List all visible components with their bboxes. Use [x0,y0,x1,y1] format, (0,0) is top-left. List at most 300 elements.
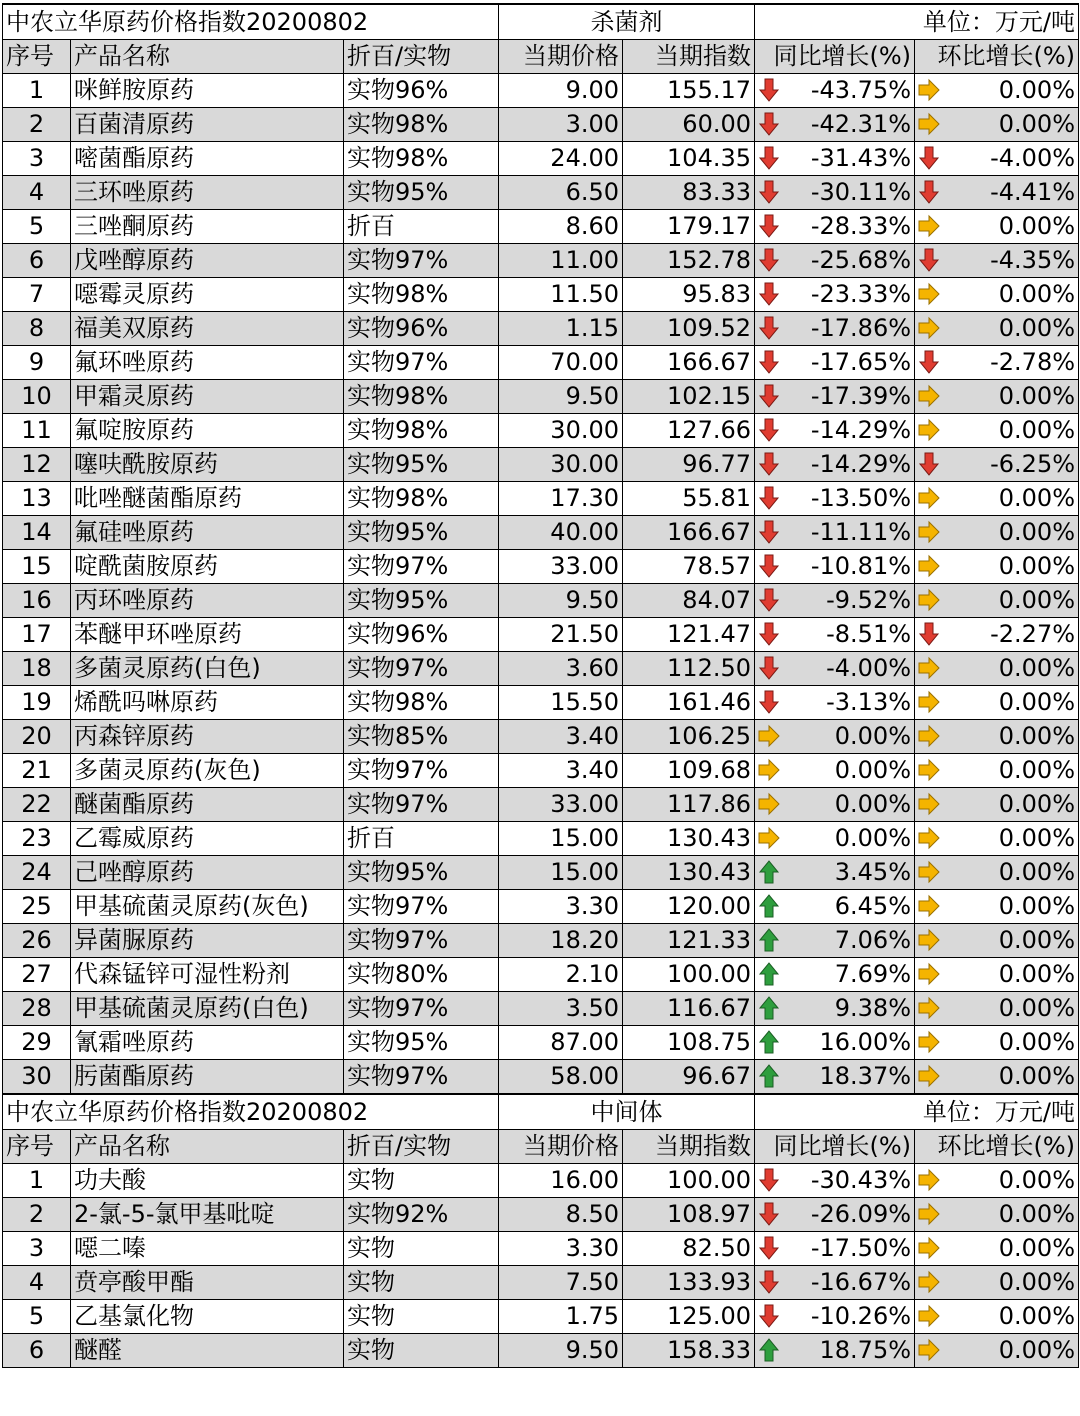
yellow-right-arrow-icon [918,1168,940,1192]
product-spec: 实物98% [344,380,499,414]
red-down-arrow-icon [918,146,940,170]
mom-change [915,1164,1079,1198]
yellow-right-arrow-icon [918,78,940,102]
green-up-arrow-icon [758,928,780,952]
yoy-change-value: -30.11% [810,178,912,206]
header-mom: 环比增长(%) [915,1130,1079,1164]
section-category: 中间体 [499,1094,755,1130]
mom-change-value: 0.00% [998,586,1076,614]
mom-change [915,754,1079,788]
current-price: 11.00 [499,244,623,278]
yellow-right-arrow-icon [918,1270,940,1294]
current-index: 121.33 [623,924,755,958]
current-price: 9.50 [499,380,623,414]
mom-change [915,720,1079,754]
product-name: 嘧菌酯原药 [71,142,344,176]
product-name: 多菌灵原药(白色) [71,652,344,686]
product-name: 2-氯-5-氯甲基吡啶 [71,1198,344,1232]
product-spec: 实物95% [344,584,499,618]
product-spec: 实物 [344,1300,499,1334]
red-down-arrow-icon [758,1236,780,1260]
product-spec: 折百 [344,210,499,244]
current-price: 6.50 [499,176,623,210]
green-up-arrow-icon [758,894,780,918]
header-yoy: 同比增长(%) [755,1130,915,1164]
product-name: 乙基氯化物 [71,1300,344,1334]
mom-change-value: 0.00% [998,484,1076,512]
yoy-change [755,720,915,754]
product-spec: 实物96% [344,74,499,108]
product-name: 甲霜灵原药 [71,380,344,414]
current-price: 9.50 [499,1334,623,1368]
current-price: 3.30 [499,890,623,924]
mom-change-value: 0.00% [998,280,1076,308]
green-up-arrow-icon [758,1064,780,1088]
header-yoy: 同比增长(%) [755,40,915,74]
product-name: 异菌脲原药 [71,924,344,958]
mom-change [915,1198,1079,1232]
yellow-right-arrow-icon [918,282,940,306]
product-name: 噁霉灵原药 [71,278,344,312]
current-index: 60.00 [623,108,755,142]
yoy-change-value: 0.00% [834,722,912,750]
current-index: 117.86 [623,788,755,822]
mom-change-value: 0.00% [998,994,1076,1022]
section-category: 杀菌剂 [499,4,755,40]
product-spec: 实物95% [344,856,499,890]
yoy-change [755,958,915,992]
header-spec: 折百/实物 [344,40,499,74]
current-index: 130.43 [623,822,755,856]
current-index: 120.00 [623,890,755,924]
product-spec: 实物98% [344,142,499,176]
row-number: 3 [3,142,71,176]
yellow-right-arrow-icon [918,996,940,1020]
row-number: 5 [3,1300,71,1334]
table-row [3,312,1079,346]
yellow-right-arrow-icon [918,554,940,578]
red-down-arrow-icon [758,248,780,272]
mom-change [915,1026,1079,1060]
red-down-arrow-icon [758,486,780,510]
mom-change-value: -6.25% [990,450,1076,478]
yoy-change [755,278,915,312]
mom-change [915,380,1079,414]
yoy-change [755,380,915,414]
row-number: 6 [3,1334,71,1368]
mom-change [915,890,1079,924]
mom-change-value: 0.00% [998,790,1076,818]
row-number: 1 [3,1164,71,1198]
mom-change-value: -4.41% [990,178,1076,206]
mom-change [915,1334,1079,1368]
current-price: 15.00 [499,856,623,890]
green-up-arrow-icon [758,1338,780,1362]
current-index: 109.52 [623,312,755,346]
current-price: 16.00 [499,1164,623,1198]
current-index: 108.75 [623,1026,755,1060]
green-up-arrow-icon [758,996,780,1020]
mom-change-value: 0.00% [998,892,1076,920]
mom-change [915,584,1079,618]
yoy-change-value: -3.13% [826,688,912,716]
section-unit: 单位：万元/吨 [755,4,1079,40]
mom-change [915,788,1079,822]
current-index: 96.67 [623,1060,755,1095]
table-row [3,448,1079,482]
product-name: 氟硅唑原药 [71,516,344,550]
table-row [3,414,1079,448]
red-down-arrow-icon [758,452,780,476]
red-down-arrow-icon [758,520,780,544]
mom-change-value: 0.00% [998,518,1076,546]
product-name: 醚菌酯原药 [71,788,344,822]
current-price: 33.00 [499,550,623,584]
current-index: 179.17 [623,210,755,244]
table-row [3,516,1079,550]
table-row [3,720,1079,754]
current-index: 82.50 [623,1232,755,1266]
yoy-change [755,584,915,618]
yoy-change [755,1266,915,1300]
mom-change-value: 0.00% [998,416,1076,444]
table-row [3,1060,1079,1095]
column-header-row [3,1130,1079,1164]
mom-change-value: 0.00% [998,110,1076,138]
yellow-right-arrow-icon [758,792,780,816]
row-number: 17 [3,618,71,652]
yellow-right-arrow-icon [918,112,940,136]
mom-change [915,924,1079,958]
mom-change-value: 0.00% [998,1302,1076,1330]
current-price: 3.50 [499,992,623,1026]
mom-change-value: 0.00% [998,1234,1076,1262]
section-title-row [3,4,1079,40]
yoy-change-value: 18.37% [819,1062,912,1090]
row-number: 29 [3,1026,71,1060]
yoy-change [755,652,915,686]
table-row [3,686,1079,720]
mom-change [915,244,1079,278]
current-index: 125.00 [623,1300,755,1334]
yoy-change-value: 18.75% [819,1336,912,1364]
red-down-arrow-icon [918,452,940,476]
current-index: 166.67 [623,516,755,550]
product-spec: 实物 [344,1334,499,1368]
current-index: 83.33 [623,176,755,210]
current-price: 1.75 [499,1300,623,1334]
yellow-right-arrow-icon [918,724,940,748]
product-spec: 实物97% [344,992,499,1026]
mom-change [915,176,1079,210]
product-name: 啶酰菌胺原药 [71,550,344,584]
red-down-arrow-icon [758,146,780,170]
row-number: 22 [3,788,71,822]
table-row [3,992,1079,1026]
mom-change [915,346,1079,380]
product-spec: 实物97% [344,244,499,278]
product-spec: 实物 [344,1266,499,1300]
current-price: 3.30 [499,1232,623,1266]
product-spec: 折百 [344,822,499,856]
table-row [3,346,1079,380]
mom-change-value: 0.00% [998,756,1076,784]
table-row [3,754,1079,788]
table-row [3,482,1079,516]
yoy-change [755,924,915,958]
yellow-right-arrow-icon [918,928,940,952]
mom-change [915,142,1079,176]
row-number: 28 [3,992,71,1026]
table-row [3,1232,1079,1266]
section-title-row [3,1094,1079,1130]
yoy-change [755,74,915,108]
table-row [3,788,1079,822]
product-spec: 实物97% [344,346,499,380]
current-index: 166.67 [623,346,755,380]
yoy-change-value: -14.29% [810,416,912,444]
product-name: 福美双原药 [71,312,344,346]
mom-change-value: 0.00% [998,722,1076,750]
yoy-change-value: -17.65% [810,348,912,376]
current-index: 155.17 [623,74,755,108]
red-down-arrow-icon [758,1202,780,1226]
current-index: 96.77 [623,448,755,482]
header-product-name: 产品名称 [71,1130,344,1164]
yellow-right-arrow-icon [758,826,780,850]
header-index-value: 当期指数 [623,1130,755,1164]
yoy-change-value: -26.09% [810,1200,912,1228]
current-price: 17.30 [499,482,623,516]
mom-change [915,414,1079,448]
mom-change-value: 0.00% [998,1336,1076,1364]
current-index: 152.78 [623,244,755,278]
row-number: 10 [3,380,71,414]
table-row [3,142,1079,176]
row-number: 14 [3,516,71,550]
yoy-change [755,346,915,380]
current-index: 102.15 [623,380,755,414]
current-price: 2.10 [499,958,623,992]
mom-change-value: 0.00% [998,382,1076,410]
table-row [3,890,1079,924]
yoy-change-value: 0.00% [834,790,912,818]
yoy-change-value: 0.00% [834,756,912,784]
mom-change [915,516,1079,550]
product-name: 噻呋酰胺原药 [71,448,344,482]
table-row [3,74,1079,108]
product-spec: 实物 [344,1232,499,1266]
red-down-arrow-icon [758,350,780,374]
product-spec: 实物97% [344,550,499,584]
table-row [3,652,1079,686]
section-title: 中农立华原药价格指数20200802 [3,4,499,40]
current-price: 70.00 [499,346,623,380]
mom-change-value: 0.00% [998,926,1076,954]
product-spec: 实物95% [344,516,499,550]
product-name: 功夫酸 [71,1164,344,1198]
red-down-arrow-icon [758,588,780,612]
product-name: 贲亭酸甲酯 [71,1266,344,1300]
yoy-change [755,550,915,584]
product-spec: 实物98% [344,278,499,312]
table-row [3,584,1079,618]
current-index: 158.33 [623,1334,755,1368]
row-number: 4 [3,176,71,210]
current-index: 127.66 [623,414,755,448]
row-number: 23 [3,822,71,856]
yellow-right-arrow-icon [918,656,940,680]
row-number: 16 [3,584,71,618]
product-name: 甲基硫菌灵原药(灰色) [71,890,344,924]
current-index: 95.83 [623,278,755,312]
header-spec: 折百/实物 [344,1130,499,1164]
yoy-change [755,856,915,890]
table-row [3,176,1079,210]
row-number: 21 [3,754,71,788]
mom-change-value: 0.00% [998,1028,1076,1056]
yoy-change [755,992,915,1026]
header-product-name: 产品名称 [71,40,344,74]
product-spec: 实物95% [344,176,499,210]
yoy-change-value: -17.39% [810,382,912,410]
product-spec: 实物 [344,1164,499,1198]
yellow-right-arrow-icon [918,316,940,340]
product-spec: 实物98% [344,414,499,448]
row-number: 18 [3,652,71,686]
yoy-change [755,1060,915,1095]
table-row [3,1334,1079,1368]
yoy-change [755,312,915,346]
yoy-change [755,414,915,448]
mom-change [915,1300,1079,1334]
mom-change [915,618,1079,652]
green-up-arrow-icon [758,860,780,884]
red-down-arrow-icon [758,180,780,204]
row-number: 12 [3,448,71,482]
yoy-change-value: -11.11% [810,518,912,546]
red-down-arrow-icon [758,78,780,102]
mom-change [915,482,1079,516]
yoy-change [755,176,915,210]
column-header-row [3,40,1079,74]
current-index: 130.43 [623,856,755,890]
current-index: 133.93 [623,1266,755,1300]
row-number: 4 [3,1266,71,1300]
mom-change [915,1266,1079,1300]
current-price: 3.40 [499,720,623,754]
table-row [3,278,1079,312]
current-price: 58.00 [499,1060,623,1095]
row-number: 5 [3,210,71,244]
mom-change-value: 0.00% [998,76,1076,104]
current-index: 109.68 [623,754,755,788]
current-price: 1.15 [499,312,623,346]
mom-change-value: -4.35% [990,246,1076,274]
yoy-change-value: -25.68% [810,246,912,274]
yoy-change-value: 6.45% [834,892,912,920]
current-price: 11.50 [499,278,623,312]
table-row [3,1198,1079,1232]
current-price: 30.00 [499,448,623,482]
current-index: 55.81 [623,482,755,516]
row-number: 2 [3,1198,71,1232]
current-price: 33.00 [499,788,623,822]
yoy-change-value: 7.69% [834,960,912,988]
mom-change-value: 0.00% [998,552,1076,580]
yellow-right-arrow-icon [918,894,940,918]
row-number: 15 [3,550,71,584]
product-name: 己唑醇原药 [71,856,344,890]
yoy-change-value: -30.43% [810,1166,912,1194]
mom-change-value: 0.00% [998,824,1076,852]
current-price: 24.00 [499,142,623,176]
yoy-change [755,1198,915,1232]
current-index: 100.00 [623,1164,755,1198]
red-down-arrow-icon [758,1304,780,1328]
yoy-change [755,108,915,142]
yellow-right-arrow-icon [918,826,940,850]
yoy-change-value: -9.52% [826,586,912,614]
header-index: 序号 [3,40,71,74]
yoy-change-value: -31.43% [810,144,912,172]
yellow-right-arrow-icon [918,1030,940,1054]
row-number: 8 [3,312,71,346]
mom-change-value: 0.00% [998,1268,1076,1296]
mom-change [915,856,1079,890]
mom-change [915,74,1079,108]
current-price: 9.00 [499,74,623,108]
row-number: 19 [3,686,71,720]
product-name: 三唑酮原药 [71,210,344,244]
yoy-change [755,618,915,652]
yoy-change [755,1026,915,1060]
product-spec: 实物85% [344,720,499,754]
row-number: 2 [3,108,71,142]
product-spec: 实物92% [344,1198,499,1232]
yoy-change [755,1300,915,1334]
row-number: 27 [3,958,71,992]
mom-change [915,312,1079,346]
product-spec: 实物97% [344,890,499,924]
yoy-change [755,516,915,550]
row-number: 20 [3,720,71,754]
product-spec: 实物97% [344,1060,499,1095]
yellow-right-arrow-icon [918,486,940,510]
product-name: 氰霜唑原药 [71,1026,344,1060]
red-down-arrow-icon [758,1168,780,1192]
product-name: 咪鲜胺原药 [71,74,344,108]
yoy-change-value: -23.33% [810,280,912,308]
yellow-right-arrow-icon [758,758,780,782]
yoy-change-value: -14.29% [810,450,912,478]
yellow-right-arrow-icon [918,860,940,884]
red-down-arrow-icon [918,622,940,646]
yoy-change [755,1232,915,1266]
product-name: 丙环唑原药 [71,584,344,618]
current-price: 7.50 [499,1266,623,1300]
row-number: 9 [3,346,71,380]
yoy-change-value: -4.00% [826,654,912,682]
yoy-change-value: 16.00% [819,1028,912,1056]
product-name: 噁二嗪 [71,1232,344,1266]
yoy-change [755,686,915,720]
product-spec: 实物80% [344,958,499,992]
yoy-change-value: -28.33% [810,212,912,240]
product-name: 戊唑醇原药 [71,244,344,278]
current-price: 87.00 [499,1026,623,1060]
yoy-change-value: 0.00% [834,824,912,852]
